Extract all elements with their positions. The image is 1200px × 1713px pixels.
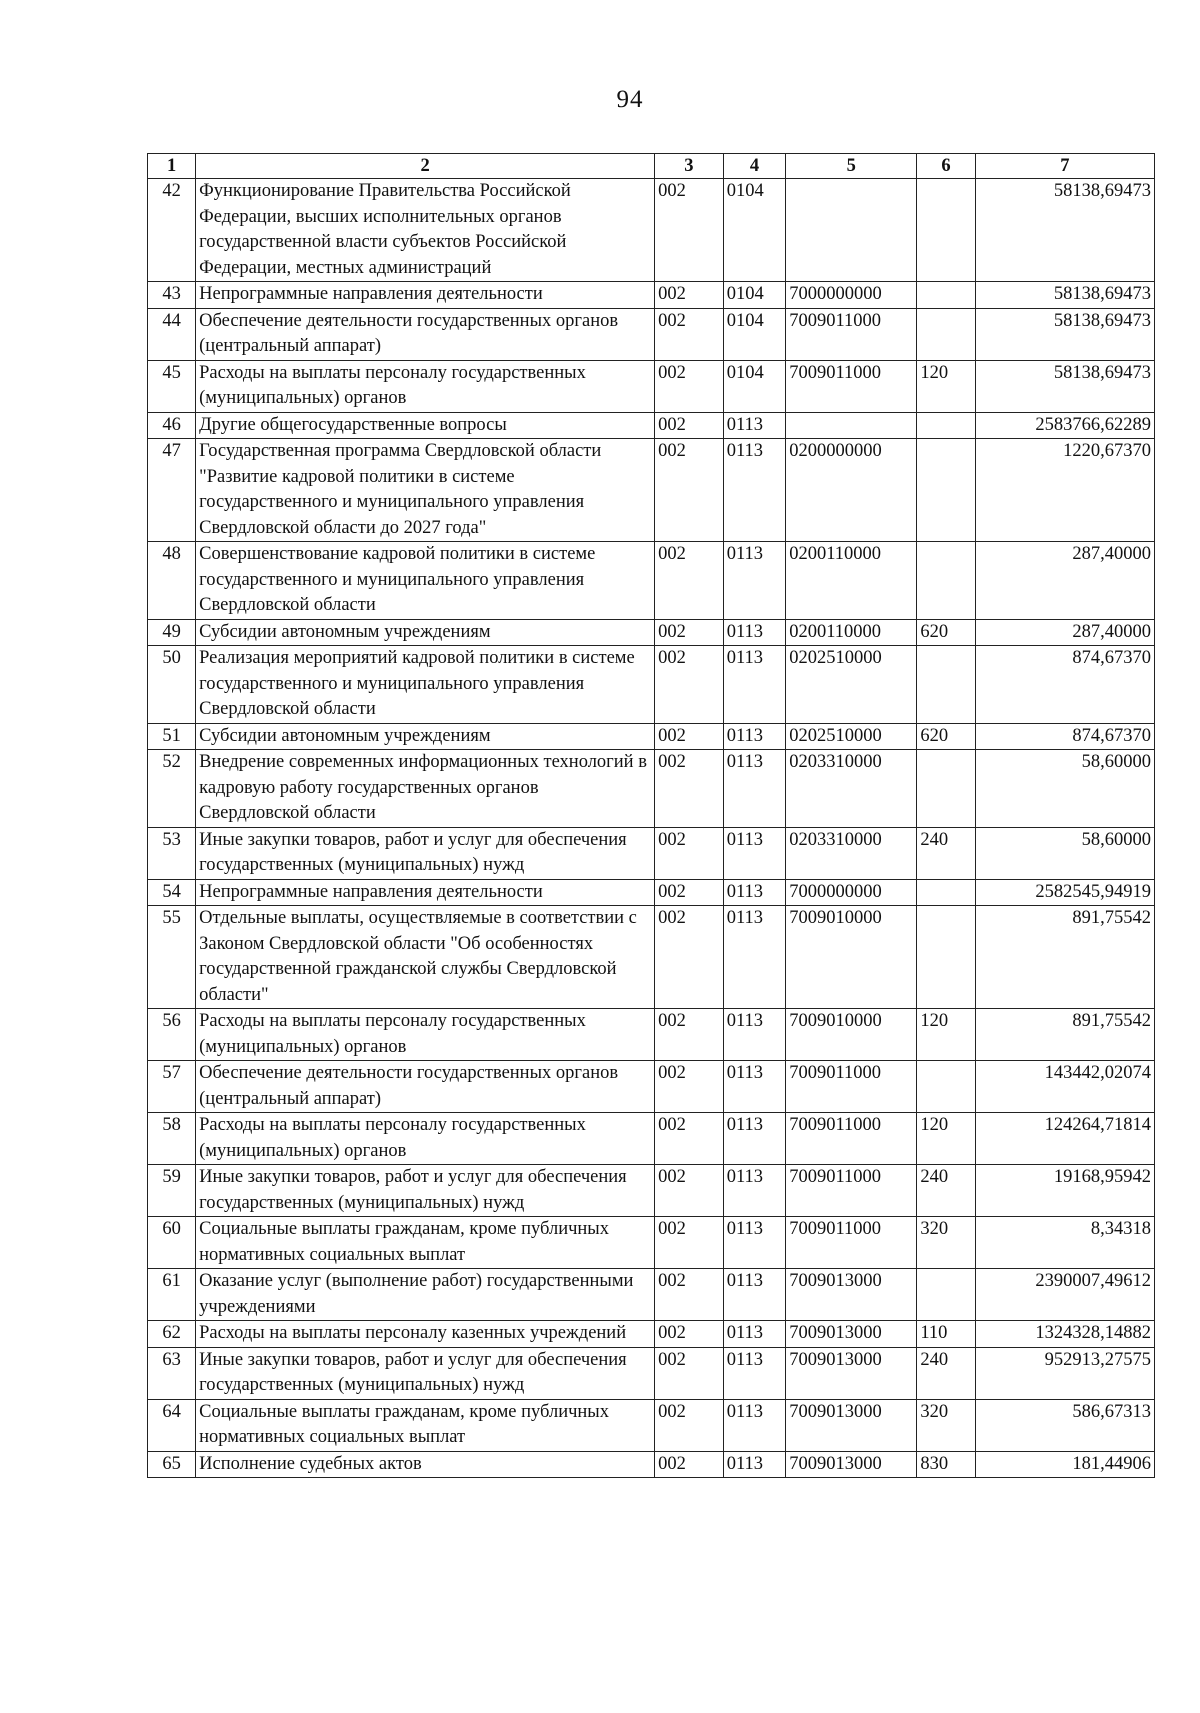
table-row [148,1061,1155,1113]
ministry-code-cell: 002 [655,412,724,439]
amount-cell: 19168,95942 [975,1165,1154,1217]
header-cell: 6 [917,154,975,179]
amount-cell: 952913,27575 [975,1347,1154,1399]
ministry-code-cell: 002 [655,179,724,282]
ministry-code-cell: 002 [655,827,724,879]
table-row [148,646,1155,724]
amount-cell: 1324328,14882 [975,1321,1154,1348]
section-code-cell: 0113 [723,1269,785,1321]
header-cell: 4 [723,154,785,179]
expense-type-cell: 320 [917,1217,975,1269]
ministry-code-cell: 002 [655,439,724,542]
target-article-cell: 7009011000 [786,1217,917,1269]
expense-name-cell: Социальные выплаты гражданам, кроме публичных нормативных социальных выплат [196,1217,655,1269]
ministry-code-cell: 002 [655,1217,724,1269]
expense-name-cell: Социальные выплаты гражданам, кроме публичных нормативных социальных выплат [196,1399,655,1451]
table-row [148,1347,1155,1399]
section-code-cell: 0104 [723,360,785,412]
section-code-cell: 0113 [723,1009,785,1061]
amount-cell: 58138,69473 [975,308,1154,360]
target-article-cell [786,412,917,439]
target-article-cell: 7009013000 [786,1399,917,1451]
table-row [148,619,1155,646]
table-row [148,1269,1155,1321]
amount-cell: 143442,02074 [975,1061,1154,1113]
row-number-cell: 62 [148,1321,196,1348]
target-article-cell [786,179,917,282]
expense-type-cell: 620 [917,619,975,646]
header-cell: 3 [655,154,724,179]
table-row [148,360,1155,412]
row-number-cell: 43 [148,282,196,309]
amount-cell: 1220,67370 [975,439,1154,542]
expense-type-cell [917,750,975,828]
section-code-cell: 0113 [723,750,785,828]
amount-cell: 586,67313 [975,1399,1154,1451]
row-number-cell: 52 [148,750,196,828]
amount-cell: 58138,69473 [975,282,1154,309]
expense-type-cell [917,906,975,1009]
amount-cell: 58,60000 [975,827,1154,879]
row-number-cell: 61 [148,1269,196,1321]
section-code-cell: 0113 [723,1113,785,1165]
section-code-cell: 0113 [723,1217,785,1269]
expense-name-cell: Обеспечение деятельности государственных органов (центральный аппарат) [196,308,655,360]
table-row [148,906,1155,1009]
target-article-cell: 7009011000 [786,1165,917,1217]
expense-type-cell: 320 [917,1399,975,1451]
target-article-cell: 7009011000 [786,308,917,360]
expense-name-cell: Расходы на выплаты персоналу государственных (муниципальных) органов [196,1113,655,1165]
table-row [148,1321,1155,1348]
row-number-cell: 44 [148,308,196,360]
ministry-code-cell: 002 [655,1451,724,1478]
expense-name-cell: Другие общегосударственные вопросы [196,412,655,439]
target-article-cell: 7009013000 [786,1451,917,1478]
target-article-cell: 0200110000 [786,542,917,620]
ministry-code-cell: 002 [655,1165,724,1217]
expense-type-cell: 240 [917,1347,975,1399]
amount-cell: 58138,69473 [975,179,1154,282]
expense-name-cell: Расходы на выплаты персоналу государственных (муниципальных) органов [196,360,655,412]
section-code-cell: 0104 [723,282,785,309]
expense-name-cell: Непрограммные направления деятельности [196,879,655,906]
expense-type-cell [917,1061,975,1113]
target-article-cell: 7000000000 [786,879,917,906]
ministry-code-cell: 002 [655,1269,724,1321]
expense-name-cell: Непрограммные направления деятельности [196,282,655,309]
section-code-cell: 0104 [723,308,785,360]
target-article-cell: 0203310000 [786,827,917,879]
row-number-cell: 47 [148,439,196,542]
table-row [148,1451,1155,1478]
ministry-code-cell: 002 [655,619,724,646]
target-article-cell: 7009011000 [786,1113,917,1165]
expense-name-cell: Иные закупки товаров, работ и услуг для обеспечения государственных (муниципальных) нужд [196,1165,655,1217]
amount-cell: 874,67370 [975,723,1154,750]
amount-cell: 287,40000 [975,619,1154,646]
ministry-code-cell: 002 [655,723,724,750]
target-article-cell: 0202510000 [786,646,917,724]
table-row [148,542,1155,620]
section-code-cell: 0113 [723,1165,785,1217]
section-code-cell: 0113 [723,906,785,1009]
amount-cell: 2582545,94919 [975,879,1154,906]
ministry-code-cell: 002 [655,1113,724,1165]
table-row [148,308,1155,360]
expense-name-cell: Функционирование Правительства Российской Федерации, высших исполнительных органов государственной власти субъектов Российской Федерации, местных администраций [196,179,655,282]
expense-name-cell: Внедрение современных информационных технологий в кадровую работу государственных органов Свердловской области [196,750,655,828]
table-row [148,750,1155,828]
row-number-cell: 59 [148,1165,196,1217]
expense-type-cell: 830 [917,1451,975,1478]
ministry-code-cell: 002 [655,542,724,620]
section-code-cell: 0113 [723,1347,785,1399]
table-row [148,1217,1155,1269]
expense-name-cell: Совершенствование кадровой политики в системе государственного и муниципального управления Свердловской области [196,542,655,620]
expense-type-cell: 620 [917,723,975,750]
ministry-code-cell: 002 [655,282,724,309]
amount-cell: 58,60000 [975,750,1154,828]
expense-type-cell [917,412,975,439]
header-cell: 2 [196,154,655,179]
row-number-cell: 63 [148,1347,196,1399]
target-article-cell: 0200000000 [786,439,917,542]
target-article-cell: 7000000000 [786,282,917,309]
header-cell: 1 [148,154,196,179]
expense-type-cell [917,439,975,542]
row-number-cell: 56 [148,1009,196,1061]
header-cell: 7 [975,154,1154,179]
table-row [148,1009,1155,1061]
target-article-cell: 7009010000 [786,1009,917,1061]
expense-type-cell [917,542,975,620]
budget-table [147,153,1155,1478]
expense-type-cell [917,646,975,724]
row-number-cell: 48 [148,542,196,620]
expense-type-cell [917,879,975,906]
table-row [148,1399,1155,1451]
target-article-cell: 0202510000 [786,723,917,750]
expense-type-cell: 240 [917,1165,975,1217]
target-article-cell: 7009013000 [786,1269,917,1321]
section-code-cell: 0113 [723,542,785,620]
expense-name-cell: Расходы на выплаты персоналу государственных (муниципальных) органов [196,1009,655,1061]
section-code-cell: 0113 [723,619,785,646]
row-number-cell: 58 [148,1113,196,1165]
row-number-cell: 55 [148,906,196,1009]
table-row [148,879,1155,906]
section-code-cell: 0113 [723,1321,785,1348]
section-code-cell: 0113 [723,439,785,542]
section-code-cell: 0113 [723,1399,785,1451]
amount-cell: 2583766,62289 [975,412,1154,439]
expense-type-cell: 240 [917,827,975,879]
target-article-cell: 7009011000 [786,1061,917,1113]
expense-name-cell: Субсидии автономным учреждениям [196,723,655,750]
ministry-code-cell: 002 [655,1061,724,1113]
amount-cell: 8,34318 [975,1217,1154,1269]
row-number-cell: 46 [148,412,196,439]
expense-name-cell: Расходы на выплаты персоналу казенных учреждений [196,1321,655,1348]
ministry-code-cell: 002 [655,1321,724,1348]
ministry-code-cell: 002 [655,1399,724,1451]
section-code-cell: 0113 [723,879,785,906]
row-number-cell: 49 [148,619,196,646]
row-number-cell: 65 [148,1451,196,1478]
amount-cell: 2390007,49612 [975,1269,1154,1321]
section-code-cell: 0113 [723,1061,785,1113]
table-row [148,282,1155,309]
expense-name-cell: Государственная программа Свердловской области "Развитие кадровой политики в системе государственного и муниципального управления Свердловской области до 2027 года" [196,439,655,542]
table-row [148,439,1155,542]
ministry-code-cell: 002 [655,360,724,412]
table-row [148,412,1155,439]
expense-type-cell: 120 [917,1009,975,1061]
section-code-cell: 0113 [723,723,785,750]
expense-type-cell: 120 [917,1113,975,1165]
section-code-cell: 0113 [723,412,785,439]
target-article-cell: 7009011000 [786,360,917,412]
target-article-cell: 7009013000 [786,1321,917,1348]
row-number-cell: 45 [148,360,196,412]
table-row [148,1113,1155,1165]
expense-name-cell: Иные закупки товаров, работ и услуг для обеспечения государственных (муниципальных) нужд [196,1347,655,1399]
header-cell: 5 [786,154,917,179]
ministry-code-cell: 002 [655,646,724,724]
row-number-cell: 42 [148,179,196,282]
table-row [148,723,1155,750]
expense-type-cell [917,1269,975,1321]
expense-type-cell [917,282,975,309]
target-article-cell: 0200110000 [786,619,917,646]
section-code-cell: 0113 [723,646,785,724]
section-code-cell: 0113 [723,827,785,879]
ministry-code-cell: 002 [655,750,724,828]
section-code-cell: 0104 [723,179,785,282]
expense-name-cell: Отдельные выплаты, осуществляемые в соответствии с Законом Свердловской области "Об особенностях государственной гражданской службы Свердловской области" [196,906,655,1009]
section-code-cell: 0113 [723,1451,785,1478]
ministry-code-cell: 002 [655,1347,724,1399]
row-number-cell: 50 [148,646,196,724]
header-row [148,154,1155,179]
expense-name-cell: Исполнение судебных актов [196,1451,655,1478]
expense-name-cell: Реализация мероприятий кадровой политики в системе государственного и муниципального управления Свердловской области [196,646,655,724]
table-row [148,179,1155,282]
row-number-cell: 57 [148,1061,196,1113]
amount-cell: 181,44906 [975,1451,1154,1478]
target-article-cell: 0203310000 [786,750,917,828]
amount-cell: 124264,71814 [975,1113,1154,1165]
amount-cell: 891,75542 [975,1009,1154,1061]
table-row [148,827,1155,879]
amount-cell: 58138,69473 [975,360,1154,412]
row-number-cell: 64 [148,1399,196,1451]
row-number-cell: 60 [148,1217,196,1269]
ministry-code-cell: 002 [655,1009,724,1061]
target-article-cell: 7009013000 [786,1347,917,1399]
ministry-code-cell: 002 [655,879,724,906]
expense-type-cell: 110 [917,1321,975,1348]
row-number-cell: 53 [148,827,196,879]
expense-type-cell [917,308,975,360]
expense-name-cell: Обеспечение деятельности государственных органов (центральный аппарат) [196,1061,655,1113]
row-number-cell: 51 [148,723,196,750]
ministry-code-cell: 002 [655,308,724,360]
expense-type-cell [917,179,975,282]
amount-cell: 874,67370 [975,646,1154,724]
amount-cell: 287,40000 [975,542,1154,620]
expense-name-cell: Субсидии автономным учреждениям [196,619,655,646]
expense-type-cell: 120 [917,360,975,412]
row-number-cell: 54 [148,879,196,906]
expense-name-cell: Оказание услуг (выполнение работ) государственными учреждениями [196,1269,655,1321]
table-row [148,1165,1155,1217]
amount-cell: 891,75542 [975,906,1154,1009]
expense-name-cell: Иные закупки товаров, работ и услуг для обеспечения государственных (муниципальных) нужд [196,827,655,879]
ministry-code-cell: 002 [655,906,724,1009]
page-number: 94 [616,86,644,113]
target-article-cell: 7009010000 [786,906,917,1009]
